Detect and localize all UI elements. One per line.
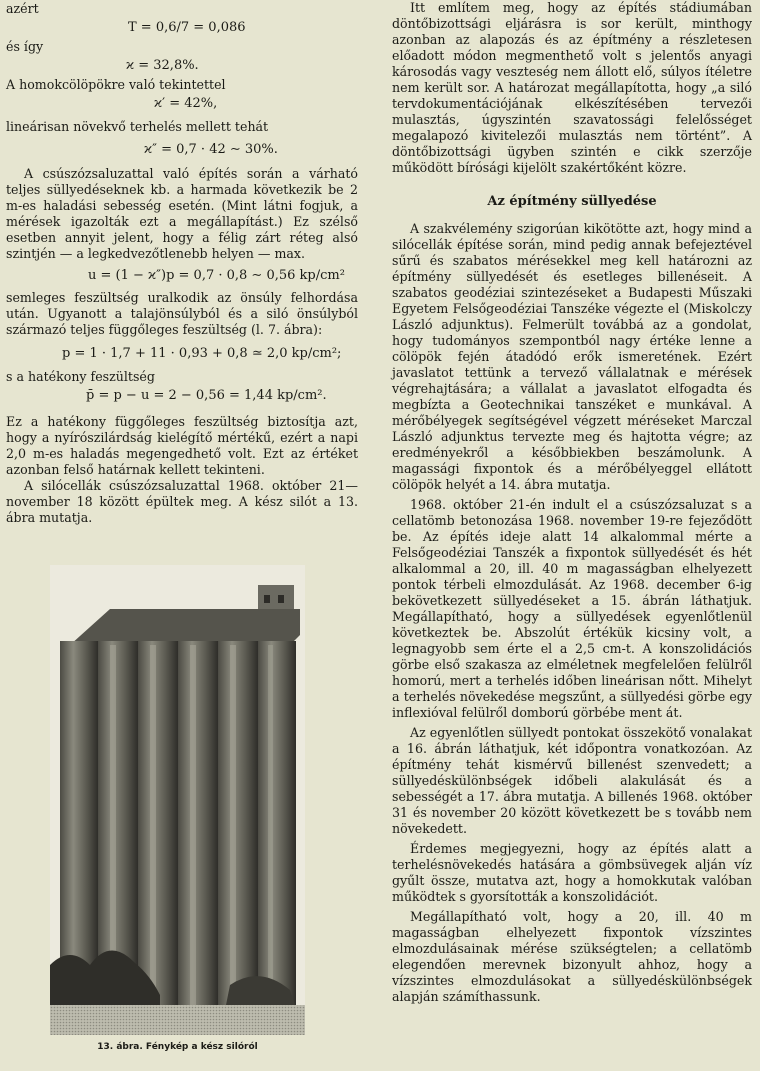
paragraph: Itt említem meg, hogy az építés stádiumában döntőbizottsági eljárásra is sor került, minthogy azonban az alapozás és az építmény a részletesen előadott módon megmenthető volt s jelentős anyagi károsodás vagy veszteség nem állott elő, súlyos ítéletre nem került sor. A határozat megállapította, hogy „a siló tervdokumentációjának elkészítésében tervezői mulasztás, úgyszintén szavatossági felelősséget megalapozó kivitelezői mulasztás nem történt”. A döntőbizottsági ügyben szintén e cikk szerzője működött bírósági kijelölt szakértőként közre. bbox=[392, 0, 752, 175]
paragraph: Megállapítható volt, hogy a 20, ill. 40 m magasságban elhelyezett fixpontok vízszintes elmozdulásainak mérése szükségtelen; a cellatömb elegendően merevnek bizonyult ahhoz, hogy a vízszintes elmozdulásokat a süllyedéskülönbségek alapján számíthassunk. bbox=[392, 909, 752, 1004]
equation: p̄ = p − u = 2 − 0,56 = 1,44 kp/cm². bbox=[86, 388, 327, 403]
paragraph: Érdemes megjegyezni, hogy az építés alatt a terhelésnövekedés hatására a gömbsüvegek alján víz gyűlt össze, mutatva azt, hogy a homokkutak valóban működtek s gyorsították a konszolidációt. bbox=[392, 841, 752, 904]
paragraph: semleges feszültség uralkodik az önsúly felhordása után. Ugyanott a talajönsúlyból és a siló önsúlyból származó teljes függőleges feszültség (l. 7. ábra): bbox=[6, 290, 358, 337]
equation: ϰ″ = 0,7 · 42 ∼ 30%. bbox=[144, 142, 278, 157]
paragraph: 1968. október 21-én indult el a csúszózsaluzat s a cellatömb betonozása 1968. november 19-re fejeződött be. Az építés ideje alatt 14 alkalommal mérte a Felsőgeodéziai Tanszék a fixpontok süllyedését és hét alkalommal a 20, ill. 40 m magasságban elhelyezett pontok térbeli elmozdulását. Az 1968. december 6-ig bekövetkezett süllyedéseket a 15. ábrán láthatjuk. Megállapítható, hogy a süllyedések egyenlőtlenül következtek be. Abszolút értékük kicsiny volt, a legnagyobb sem érte el a 2,5 cm-t. A konszolidációs görbe első szakasza az elméletnek megfelelően felülről homorú, mert a terhelés időben lineárisan nőtt. Mihelyt a terhelés növekedése megszűnt, a süllyedési görbe egy inflexióval felülről domború görbébe ment át. bbox=[392, 497, 752, 720]
text-line: A homokcölöpökre való tekintettel bbox=[6, 77, 226, 92]
text-line: s a hatékony feszültség bbox=[6, 369, 155, 384]
equation: u = (1 − ϰ″)p = 0,7 · 0,8 ∼ 0,56 kp/cm² bbox=[88, 268, 345, 283]
text-line: lineárisan növekvő terhelés mellett tehát bbox=[6, 119, 269, 134]
paragraph: A csúszózsaluzattal való építés során a várható teljes süllyedéseknek kb. a harmada következik be 2 m-es haladási sebesség esetén. (Mint látni fogjuk, a mérések igazolták ezt a megállapítást.) Ez szélső esetben annyit jelent, hogy a félig zárt réteg alsó szintjén — a legkedvezőtlenebb helyen — max. bbox=[6, 166, 358, 261]
silo-photo bbox=[50, 565, 305, 1035]
equation: ϰ = 32,8%. bbox=[126, 58, 199, 73]
equation: T = 0,6/7 = 0,086 bbox=[128, 20, 246, 35]
equation: p = 1 · 1,7 + 11 · 0,93 + 0,8 ≃ 2,0 kp/cm²; bbox=[62, 346, 342, 361]
left-column bbox=[6, 0, 358, 526]
equation: ϰ′ = 42%, bbox=[154, 96, 218, 111]
paragraph: A silócellák csúszózsaluzattal 1968. október 21—november 18 között épültek meg. A kész silót a 13. ábra mutatja. bbox=[6, 478, 358, 525]
silo-image bbox=[50, 565, 305, 1035]
right-column bbox=[392, 0, 752, 1005]
text-line: és így bbox=[6, 39, 44, 54]
text-line: azért bbox=[6, 1, 39, 16]
paragraph: Az egyenlőtlen süllyedt pontokat összekötő vonalakat a 16. ábrán láthatjuk, két időpontra vonatkozóan. Az építmény tehát kismérvű billenést szenvedett; a süllyedéskülönbségek időbeli alakulását és a sebességét a 17. ábra mutatja. A billenés 1968. október 31 és november 20 között következett be s tovább nem növekedett. bbox=[392, 725, 752, 836]
section-heading: Az építmény süllyedése bbox=[487, 194, 657, 209]
figure-caption: 13. ábra. Fénykép a kész silóról bbox=[97, 1042, 258, 1052]
paragraph: A szakvélemény szigorúan kikötötte azt, hogy mind a silócellák építése során, mind pedig annak befejeztével sűrű és szabatos mérésekkel meg kell határozni az építmény süllyedését és esetleges billenéseit. A szabatos geodéziai szintezéseket a Budapesti Műszaki Egyetem Felsőgeodéziai Tanszéke végezte el (Miskolczy László adjunktus). Felmerült továbbá az a gondolat, hogy tudományos szempontból nagy értéke lenne a cölöpök fején átadódó erők ismeretének. Ezért javaslatot tettünk a tervező vállalatnak e mérések végrehajtására; a vállalat a javaslatot elfogadta és megbízta a Geotechnikai tanszéket e munkával. A mérőbélyegek segítségével végzett méréseket Marczal László adjunktus tervezte meg és hajtotta végre; az eredményekről a későbbiekben beszámolunk. A magassági fixpontok és a mérőbélyeggel ellátott cölöpök helyét a 14. ábra mutatja. bbox=[392, 221, 752, 492]
paragraph: Ez a hatékony függőleges feszültség biztosítja azt, hogy a nyírószilárdság kielégítő mértékű, ezért a napi 2,0 m-es haladás megengedhető volt. Ezt az értéket azonban felső határnak kellett tekinteni. bbox=[6, 414, 358, 477]
